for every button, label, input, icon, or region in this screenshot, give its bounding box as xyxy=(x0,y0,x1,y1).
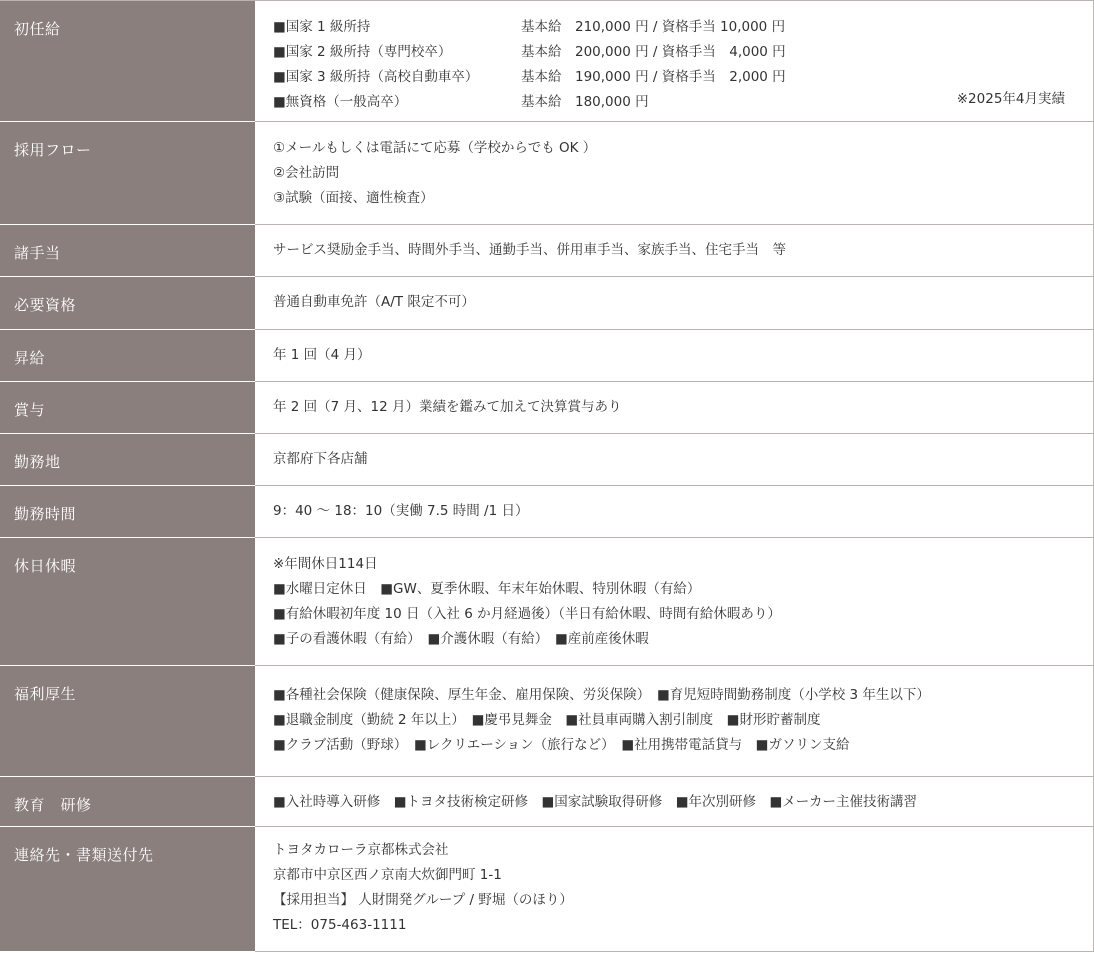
content-line: ■入社時導入研修 ■トヨタ技術検定研修 ■国家試験取得研修 ■年次別研修 ■メーカー主催技術講習 xyxy=(273,794,918,810)
salary-grade: ■国家 2 級所持（専門校卒） xyxy=(273,44,452,60)
row-content xyxy=(255,382,1094,433)
row-content xyxy=(255,827,1094,951)
row-working-hours xyxy=(0,486,1094,538)
row-label: 必要資格 xyxy=(0,277,255,330)
row-content xyxy=(255,486,1094,537)
content-line: 京都府下各店舗 xyxy=(273,451,368,467)
row-hiring-flow xyxy=(0,122,1094,225)
row-welfare xyxy=(0,666,1094,777)
salary-note: ※2025年4月実績 xyxy=(956,91,1065,107)
row-label: 初任給 xyxy=(0,1,255,122)
row-content xyxy=(255,330,1094,381)
content-line: ③試験（面接、適性検査） xyxy=(273,190,434,206)
row-holidays xyxy=(0,538,1094,666)
row-label: 諸手当 xyxy=(0,225,255,277)
content-line: ■各種社会保険（健康保険、厚生年金、雇用保険、労災保険） ■育児短時間勤務制度（小学校 3 年生以下） xyxy=(273,687,930,703)
row-label: 採用フロー xyxy=(0,122,255,225)
content-line: ■クラブ活動（野球） ■レクリエーション（旅行など） ■社用携帯電話貸与 ■ガソリン支給 xyxy=(273,737,850,753)
row-label: 昇給 xyxy=(0,330,255,382)
row-contact xyxy=(0,827,1094,952)
content-line: 普通自動車免許（A/T 限定不可） xyxy=(273,294,475,310)
salary-grade: ■国家 3 級所持（高校自動車卒） xyxy=(273,69,479,85)
row-label: 勤務地 xyxy=(0,434,255,486)
row-content xyxy=(255,122,1094,224)
content-line: ①メールもしくは電話にて応募（学校からでも OK ） xyxy=(273,140,597,156)
salary-amount: 基本給 190,000 円 / 資格手当 2,000 円 xyxy=(521,69,786,85)
salary-amount: 基本給 200,000 円 / 資格手当 4,000 円 xyxy=(521,44,786,60)
row-content xyxy=(255,225,1094,276)
row-starting-salary xyxy=(0,1,1094,122)
row-content xyxy=(255,277,1094,329)
content-line: 年 1 回（4 月） xyxy=(273,347,371,363)
row-label: 賞与 xyxy=(0,382,255,434)
row-content xyxy=(255,777,1094,826)
row-bonus xyxy=(0,382,1094,434)
address: 京都市中京区西ノ京南大炊御門町 1-1 xyxy=(273,867,502,883)
content-line: ■子の看護休暇（有給） ■介護休暇（有給） ■産前産後休暇 xyxy=(273,631,649,647)
row-label: 福利厚生 xyxy=(0,666,255,777)
salary-line xyxy=(273,15,1093,40)
salary-grade: ■無資格（一般高卒） xyxy=(273,94,408,110)
salary-line xyxy=(273,40,1093,65)
content-line: ■有給休暇初年度 10 日（入社 6 か月経過後）（半日有給休暇、時間有給休暇あり） xyxy=(273,606,781,622)
content-line: サービス奨励金手当、時間外手当、通勤手当、併用車手当、家族手当、住宅手当 等 xyxy=(273,242,786,258)
row-content xyxy=(255,538,1094,665)
row-label: 休日休暇 xyxy=(0,538,255,666)
content-line: ②会社訪問 xyxy=(273,165,340,181)
row-content xyxy=(255,1,1094,121)
row-training xyxy=(0,777,1094,827)
row-label: 連絡先・書類送付先 xyxy=(0,827,255,952)
row-raise xyxy=(0,330,1094,382)
content-line: ■退職金制度（勤続 2 年以上） ■慶弔見舞金 ■社員車両購入割引制度 ■財形貯蓄制度 xyxy=(273,712,821,728)
row-content xyxy=(255,666,1094,776)
content-line: 9：40 〜 18：10（実働 7.5 時間 /1 日） xyxy=(273,503,529,519)
salary-amount: 基本給 210,000 円 / 資格手当 10,000 円 xyxy=(521,19,786,35)
salary-amount: 基本給 180,000 円 xyxy=(521,94,649,110)
row-allowances xyxy=(0,225,1094,277)
row-label: 勤務時間 xyxy=(0,486,255,538)
content-line: 年 2 回（7 月、12 月）業績を鑑みて加えて決算賞与あり xyxy=(273,399,622,415)
row-label: 教育 研修 xyxy=(0,777,255,827)
row-work-location xyxy=(0,434,1094,486)
phone-number: TEL：075-463-1111 xyxy=(273,917,407,933)
row-content xyxy=(255,434,1094,485)
salary-grade: ■国家 1 級所持 xyxy=(273,19,371,35)
recruiter: 【採用担当】 人財開発グループ / 野堀（のほり） xyxy=(273,892,573,908)
content-line: ※年間休日114日 xyxy=(273,556,378,572)
content-line: ■水曜日定休日 ■GW、夏季休暇、年末年始休暇、特別休暇（有給） xyxy=(273,581,701,597)
row-qualifications xyxy=(0,277,1094,330)
company-name: トヨタカローラ京都株式会社 xyxy=(273,842,449,858)
